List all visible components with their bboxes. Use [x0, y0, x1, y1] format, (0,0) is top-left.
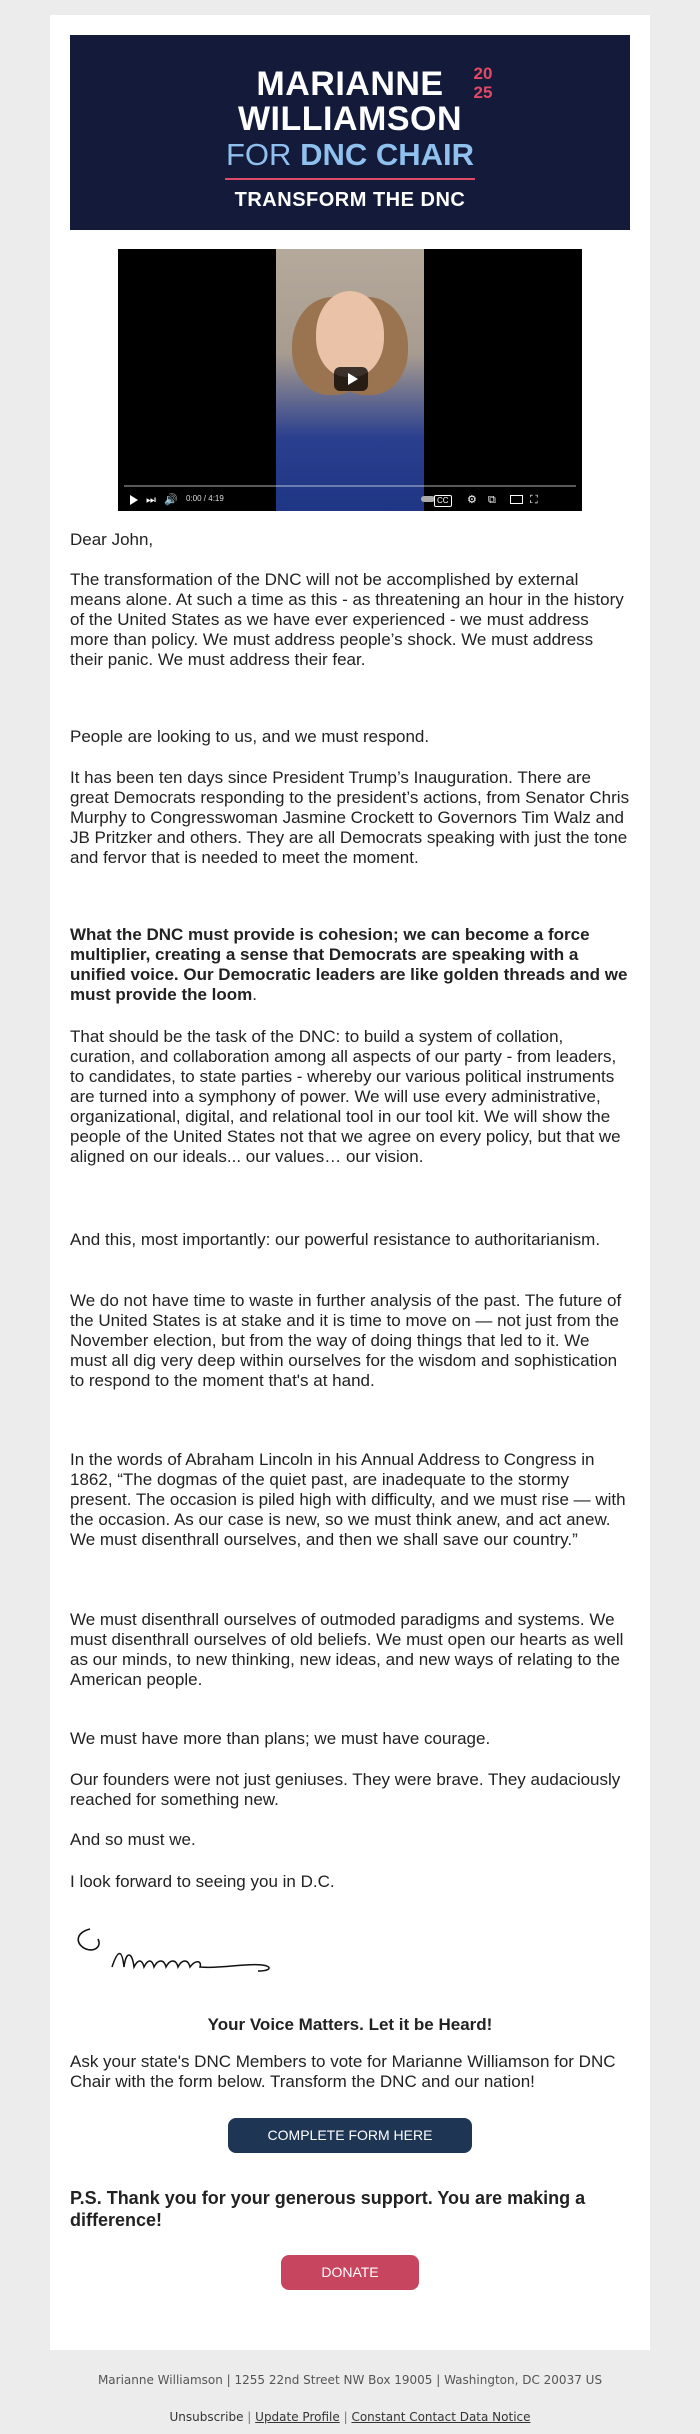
letter-paragraph: We must disenthrall ourselves of outmoded paradigms and systems. We must disenthrall ourselves of old beliefs. We must open our hearts as well as our minds, to new thinking, new ideas, and new ways of relating to the American people. [70, 1610, 624, 1689]
email-card [50, 15, 650, 2350]
letter-paragraph: People are looking to us, and we must respond. [70, 727, 430, 746]
banner-subtitle: FOR DNC CHAIR [226, 137, 474, 172]
fullscreen-icon[interactable]: ⛶ [530, 494, 538, 506]
letter-paragraph: We must have more than plans; we must have courage. [70, 1729, 491, 1748]
captions-icon[interactable]: CC [434, 495, 452, 507]
letter-paragraph: And this, most importantly: our powerful resistance to authoritarianism. [70, 1230, 601, 1249]
letter-paragraph: It has been ten days since President Trump’s Inauguration. There are great Democrats responding to the president’s actions, from Senator Chris Murphy to Congresswoman Jasmine Crockett to Governors Tim Walz and JB Pritzker and others. They are all Democrats speaking with just the tone and fervor that is needed to meet the moment. [70, 768, 630, 867]
next-icon[interactable]: ⏭ [146, 494, 156, 506]
video-time: 0:00 / 4:19 [186, 494, 224, 503]
complete-form-button[interactable]: COMPLETE FORM HERE [228, 2118, 472, 2153]
miniplayer-icon[interactable]: ⧉ [488, 494, 496, 506]
unsubscribe-link[interactable]: Unsubscribe [169, 2410, 244, 2424]
donate-button[interactable]: DONATE [281, 2255, 419, 2290]
banner-divider [225, 178, 475, 180]
autoplay-toggle[interactable] [421, 496, 435, 502]
theater-icon[interactable] [510, 495, 523, 504]
video-progress-bar[interactable] [124, 485, 576, 487]
letter-paragraph: And so must we. [70, 1830, 196, 1849]
letter-paragraph-bold: What the DNC must provide is cohesion; we can become a force multiplier, creating a sense that Democrats are speaking with a unified voice. Our Democratic leaders are like golden threads and we must provide the loom. [70, 925, 628, 1004]
video-play-button[interactable] [334, 367, 368, 391]
voice-heading: Your Voice Matters. Let it be Heard! [207, 2015, 493, 2034]
footer-links [0, 2410, 700, 2424]
banner-year: 20 25 [473, 64, 493, 102]
letter-paragraph: That should be the task of the DNC: to build a system of collation, curation, and collaboration among all aspects of our party - from leaders, to candidates, to state parties - whereby our various political instruments are turned into a symphony of power. We will use every administrative, organizational, digital, and relational tool in our tool kit. We will show the people of the United States not that we agree on every policy, but that we aligned on our ideals... our values… our vision. [70, 1027, 621, 1166]
ps-text: P.S. Thank you for your generous support. You are making a difference! [70, 2188, 586, 2230]
video-controls [118, 490, 582, 511]
ask-text: Ask your state's DNC Members to vote for Marianne Williamson for DNC Chair with the form below. Transform the DNC and our nation! [70, 2052, 616, 2091]
settings-icon[interactable]: ⚙ [467, 494, 477, 506]
play-icon[interactable] [130, 495, 138, 505]
letter-paragraph: The transformation of the DNC will not be accomplished by external means alone. At such a time as this - as threatening an hour in the history of the United States as we have ever experienced - we must address more than policy. We must address people’s shock. We must address their panic. We must address their fear. [70, 570, 624, 669]
signature-image [72, 1923, 312, 1983]
video-speaker [316, 291, 384, 377]
banner-name-last: WILLIAMSON [237, 100, 463, 138]
footer-separator: | [343, 2410, 348, 2424]
letter-paragraph: In the words of Abraham Lincoln in his Annual Address to Congress in 1862, “The dogmas of the quiet past, are inadequate to the stormy present. The occasion is piled high with difficulty, and we must rise — with the occasion. As our case is new, so we must think anew, and act anew. We must disenthrall ourselves, and then we shall save our country.” [70, 1450, 626, 1549]
letter-paragraph: I look forward to seeing you in D.C. [70, 1872, 335, 1891]
banner-tagline: TRANSFORM THE DNC [234, 189, 466, 211]
footer-address: Marianne Williamson | 1255 22nd Street NW Box 19005 | Washington, DC 20037 US [97, 2373, 603, 2387]
video-player[interactable] [118, 249, 582, 511]
letter-paragraph: Our founders were not just geniuses. They were brave. They audaciously reached for something new. [70, 1770, 621, 1809]
constant-contact-notice-link[interactable]: Constant Contact Data Notice [351, 2410, 531, 2424]
campaign-banner [70, 35, 630, 230]
play-icon [348, 373, 358, 385]
greeting: Dear John, [70, 530, 154, 549]
footer-separator: | [247, 2410, 252, 2424]
banner-name-first: MARIANNE [256, 65, 444, 103]
update-profile-link[interactable]: Update Profile [255, 2410, 340, 2424]
volume-icon[interactable]: 🔊 [164, 494, 178, 506]
letter-paragraph: We do not have time to waste in further analysis of the past. The future of the United States is at stake and it is time to move on — not just from the November election, but from the way of doing things that led to it. We must all dig very deep within ourselves for the wisdom and sophistication to respond to the moment that's at hand. [70, 1291, 622, 1390]
